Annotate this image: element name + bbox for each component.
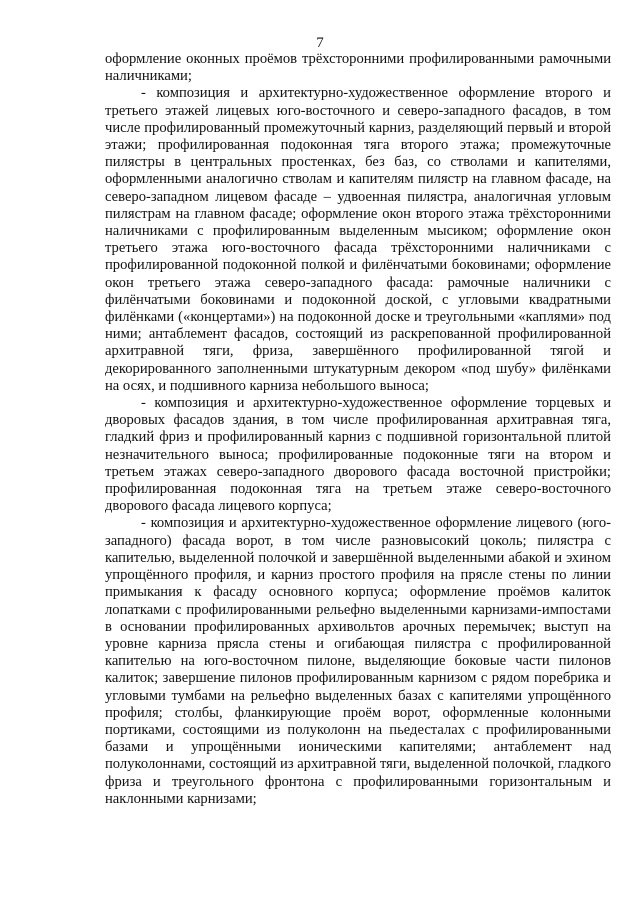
- page-number: 7: [316, 35, 324, 51]
- paragraph-item-second-third-floors: - композиция и архитектурно-художественное оформление второго и третьего этажей лицевых юго-восточного и северо-западного фасадов, в том числе профилированный промежуточный карниз, разделяющий первый и второй этажи; профилированная подоконная тяга второго этажа; промежуточные пилястры в центральных простенках, без баз, со стволами и капителями, оформленными аналогично стволам и капителям пилястр на главном фасаде, на северо-западном лицевом фасаде – удвоенная пилястра, аналогичная угловым пилястрам на главном фасаде; оформление окон второго этажа трёхсторонними наличниками с профилированным выделенным мысиком; оформление окон третьего этажа юго-восточного фасада трёхсторонними наличниками с профилированной подоконной полкой и филёнчатыми боковинами; оформление окон третьего этажа северо-западного фасада: рамочные наличники с филёнчатыми боковинами и подоконной доской, с угловыми квадратными филёнками («концертами») на подоконной доске и треугольными «каплями» под ними; антаблемент фасадов, состоящий из раскрепованной профилированной архитравной тяги, фриза, завершённого профилированной тягой и декорированного заполненными штукатурным декором «под шубу» филёнками на осях, и подшивного карниза небольшого выноса;: [105, 85, 611, 394]
- body-text: [105, 51, 611, 808]
- paragraph-item-gate-facade: - композиция и архитектурно-художественное оформление лицевого (юго-западного) фасада ворот, в том числе разновысокий цоколь; пилястра с капителью, выделенной полочкой и завершённой выделенными абакой и эхином упрощённого профиля, и карниз простого профиля на прясле стены по линии примыкания к фасаду основного корпуса; оформление проёмов калиток лопатками с профилированными рельефно выделенными карнизами-импостами в основании профилированных архивольтов арочных перемычек; выступ на уровне карниза прясла стены и огибающая пилястра с профилированной капителью на юго-восточном пилоне, выделяющие боковые части пилонов калиток; завершение пилонов профилированным карнизом с рядом поребрика и угловыми тумбами на рельефно выделенных базах с капителями упрощённого профиля; столбы, фланкирующие проём ворот, оформленные колонными портиками, состоящими из полуколонн на пьедесталах с профилированными базами и упрощёнными ионическими капителями; антаблемент над полуколоннами, состоящий из архитравной тяги, выделенной полочкой, гладкого фриза и треугольного фронтона с профилированными горизонтальным и наклонными карнизами;: [105, 515, 611, 807]
- paragraph-item-end-courtyard-facades: - композиция и архитектурно-художественное оформление торцевых и дворовых фасадов здания, в том числе профилированная архитравная тяга, гладкий фриз и профилированный карниз с подшивной горизонтальной плитой незначительного выноса; профилированные подоконные тяги на втором и третьем этажах северо-западного дворового фасада восточной пристройки; профилированная подоконная тяга на третьем этаже северо-восточного дворового фасада лицевого корпуса;: [105, 395, 611, 515]
- paragraph-continuation: оформление оконных проёмов трёхсторонними профилированными рамочными наличниками;: [105, 51, 611, 85]
